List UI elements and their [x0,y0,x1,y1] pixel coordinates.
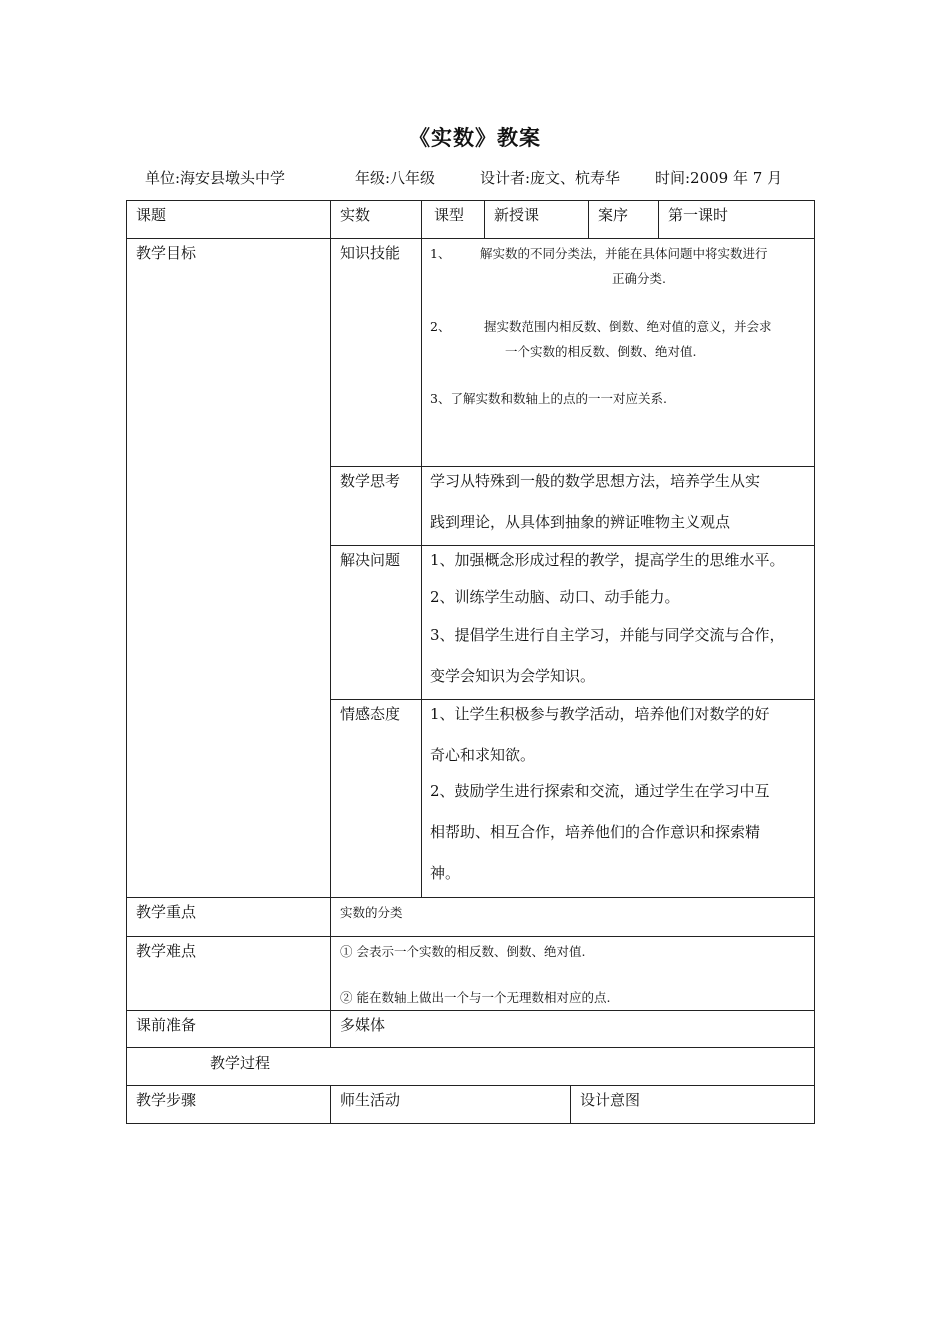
row-divider [126,897,815,898]
topic-label: 课题 [136,206,167,224]
difficulties-item-2: ② 能在数轴上做出一个与一个无理数相对应的点. [340,990,611,1005]
attitude-label: 情感态度 [340,705,401,723]
solving-line-4: 变学会知识为会学知识。 [430,667,596,685]
knowledge-item-3: 3、了解实数和数轴上的点的一一对应关系. [430,391,667,406]
knowledge-label: 知识技能 [340,244,401,262]
objectives-label: 教学目标 [136,244,197,262]
document-title: 《实数》教案 [409,125,541,150]
difficulties-item-1: ① 会表示一个实数的相反数、倒数、绝对值. [340,944,586,959]
table-border-bottom [126,1123,815,1124]
row-divider [330,466,815,467]
knowledge-item-1-line-1: 解实数的不同分类法，并能在具体问题中将实数进行 [480,246,768,261]
lesson-type-value: 新授课 [494,206,540,224]
preparation-label: 课前准备 [136,1016,197,1034]
meta-designer: 设计者:庞文、杭寿华 [480,169,621,187]
knowledge-item-2-line-1: 握实数范围内相反数、倒数、绝对值的意义，并会求 [484,319,772,334]
sequence-value: 第一课时 [668,206,729,224]
attitude-line-3: 2、鼓励学生进行探索和交流，通过学生在学习中互 [430,782,770,800]
meta-unit: 单位:海安县墩头中学 [145,169,286,187]
attitude-line-2: 奇心和求知欲。 [430,746,536,764]
thinking-line-1: 学习从特殊到一般的数学思想方法，培养学生从实 [430,472,761,490]
solving-line-3: 3、提倡学生进行自主学习，并能与同学交流与合作， [430,626,785,644]
attitude-line-5: 神。 [430,864,461,882]
steps-header-intent: 设计意图 [580,1091,641,1109]
col-divider [588,200,589,238]
row-divider [126,1085,815,1086]
knowledge-item-1-line-2: 正确分类. [612,271,666,286]
attitude-line-4: 相帮助、相互合作，培养他们的合作意识和探索精 [430,823,761,841]
table-border-top [126,200,815,201]
table-border-left [126,200,127,1124]
knowledge-item-1-number: 1、 [430,246,451,261]
solving-line-1: 1、加强概念形成过程的教学，提高学生的思维水平。 [430,551,785,569]
col-divider [330,1085,331,1123]
row-divider [126,238,815,239]
steps-header-activity: 师生活动 [340,1091,401,1109]
col-divider [484,200,485,238]
steps-header-step: 教学步骤 [136,1091,197,1109]
sequence-label: 案序 [598,206,629,224]
row-divider [126,936,815,937]
difficulties-label: 教学难点 [136,942,197,960]
row-divider [330,699,815,700]
lesson-type-label: 课型 [434,206,465,224]
knowledge-item-2-number: 2、 [430,319,451,334]
meta-grade: 年级:八年级 [355,169,436,187]
topic-value: 实数 [340,206,371,224]
key-points-value: 实数的分类 [340,905,403,920]
knowledge-item-2-line-2: 一个实数的相反数、倒数、绝对值. [505,344,697,359]
thinking-label: 数学思考 [340,472,401,490]
thinking-line-2: 践到理论，从具体到抽象的辨证唯物主义观点 [430,513,731,531]
meta-time: 时间:2009 年 7 月 [655,169,783,187]
col-divider [330,200,331,1047]
solving-line-2: 2、训练学生动脑、动口、动手能力。 [430,588,680,606]
key-points-label: 教学重点 [136,903,197,921]
preparation-value: 多媒体 [340,1016,386,1034]
process-label: 教学过程 [210,1054,271,1072]
solving-label: 解决问题 [340,551,401,569]
row-divider [330,545,815,546]
attitude-line-1: 1、让学生积极参与教学活动，培养他们对数学的好 [430,705,770,723]
col-divider [658,200,659,238]
table-border-right [814,200,815,1124]
row-divider [126,1010,815,1011]
col-divider [570,1085,571,1123]
row-divider [126,1047,815,1048]
col-divider [421,200,422,897]
lesson-plan-table [126,200,815,1124]
